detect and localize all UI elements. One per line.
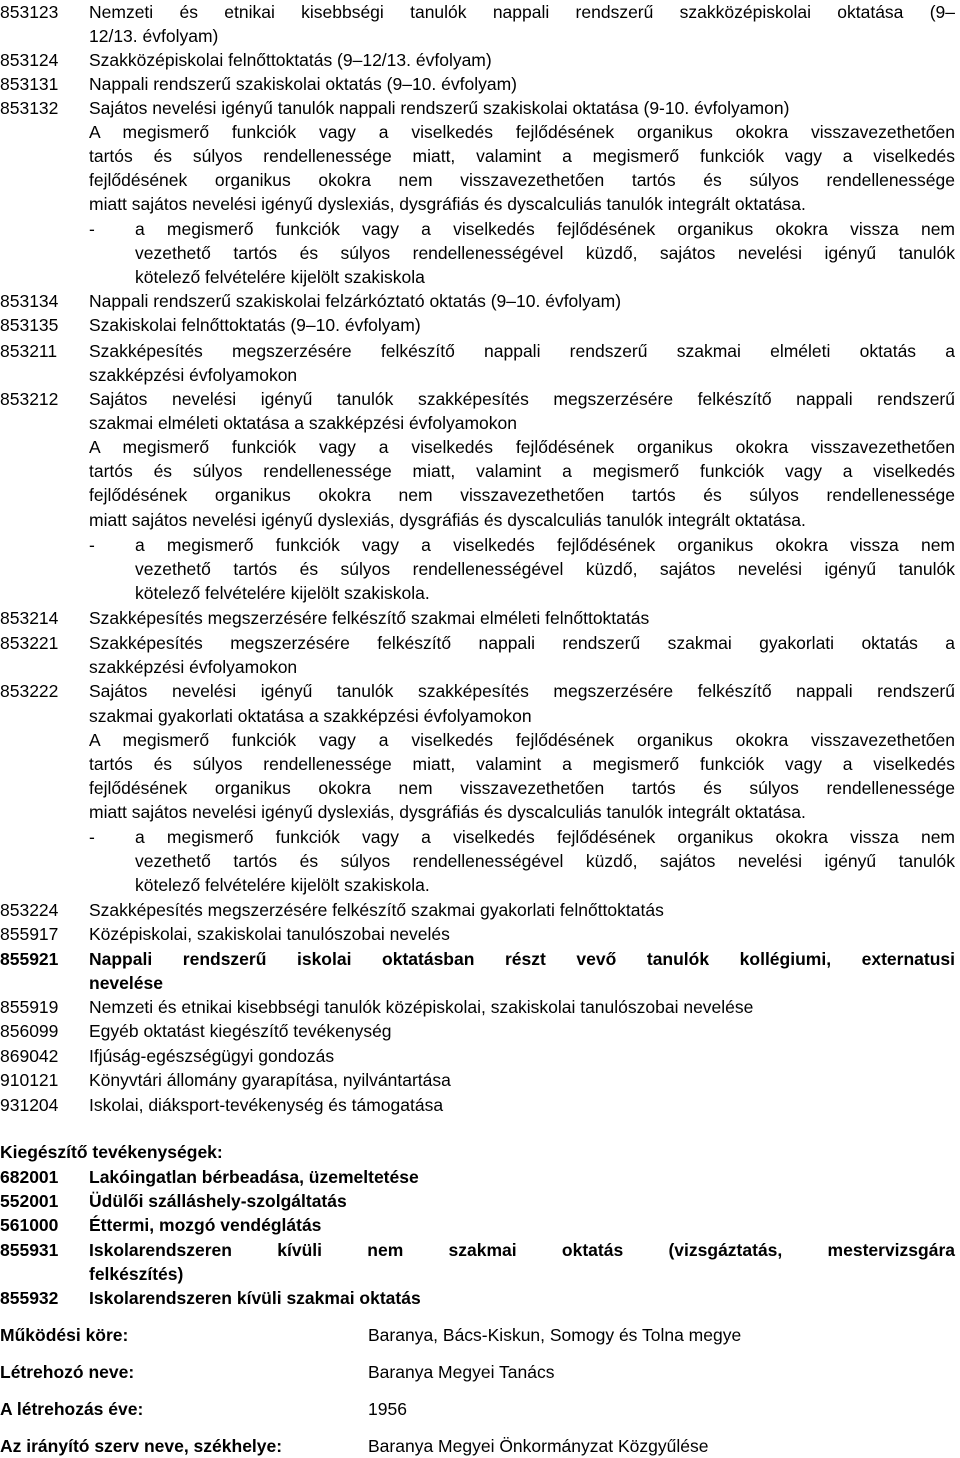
activity-description: Nemzeti és etnikai kisebbségi tanulók középiskolai, szakiskolai tanulószobai nevelése [89, 997, 754, 1017]
activity-code: 853135 [0, 315, 59, 335]
sen-paragraph-line: miatt sajátos nevelési igényű dyslexiás, dysgráfiás és dyscalculiás tanulók integrált oktatása. [89, 194, 806, 214]
activity-description: 12/13. évfolyam) [89, 26, 219, 46]
activity-code: 853224 [0, 900, 59, 920]
activity-code: 869042 [0, 1046, 59, 1066]
info-label: A létrehozás éve: [0, 1399, 144, 1419]
sen-paragraph-line: tartós és súlyos rendellenessége miatt, valamint a megismerő funkciók vagy a viselkedés [89, 461, 955, 481]
info-label: Létrehozó neve: [0, 1362, 135, 1382]
bullet-text: a megismerő funkciók vagy a viselkedés fejlődésének organikus okokra vissza nem [135, 827, 955, 847]
activity-description: Szakképesítés megszerzésére felkészítő szakmai gyakorlati felnőttoktatás [89, 900, 664, 920]
activity-code: 853124 [0, 50, 59, 70]
activity-code: 856099 [0, 1021, 59, 1041]
activity-description: Ifjúság-egészségügyi gondozás [89, 1046, 335, 1066]
activity-description: szakképzési évfolyamokon [89, 657, 298, 677]
info-value: Baranya Megyei Tanács [368, 1362, 555, 1382]
supplementary-code: 682001 [0, 1167, 59, 1187]
activity-description: nevelése [89, 973, 163, 993]
activity-description: Sajátos nevelési igényű tanulók szakképesítés megszerzésére felkészítő nappali rendszerű [89, 681, 955, 701]
bullet-dash: - [89, 219, 95, 239]
supplementary-description: felkészítés) [89, 1264, 184, 1284]
activity-code: 910121 [0, 1070, 59, 1090]
supplementary-description: Iskolarendszeren kívüli nem szakmai oktatás (vizsgáztatás, mestervizsgára [89, 1240, 955, 1260]
activity-code: 855919 [0, 997, 59, 1017]
supplementary-description: Éttermi, mozgó vendéglátás [89, 1215, 322, 1235]
activity-description: Könyvtári állomány gyarapítása, nyilvántartása [89, 1070, 451, 1090]
sen-paragraph-line: fejlődésének organikus okokra nem visszavezethetően tartós és súlyos rendellenessége [89, 778, 955, 798]
supplementary-code: 855931 [0, 1240, 59, 1260]
sen-paragraph-line: A megismerő funkciók vagy a viselkedés fejlődésének organikus okokra visszavezethetően [89, 437, 955, 457]
bullet-text: vezethető tartós és súlyos rendellenességével küzdő, sajátos nevelési igényű tanulók [135, 243, 955, 263]
sen-paragraph-line: tartós és súlyos rendellenessége miatt, valamint a megismerő funkciók vagy a viselkedés [89, 754, 955, 774]
activity-description: szakmai gyakorlati oktatása a szakképzési évfolyamokon [89, 706, 532, 726]
bullet-text: a megismerő funkciók vagy a viselkedés fejlődésének organikus okokra vissza nem [135, 219, 955, 239]
supplementary-description: Iskolarendszeren kívüli szakmai oktatás [89, 1288, 421, 1308]
activity-code: 853222 [0, 681, 59, 701]
activity-description: Nemzeti és etnikai kisebbségi tanulók nappali rendszerű szakközépiskolai oktatása (9– [89, 2, 955, 22]
sen-paragraph-line: tartós és súlyos rendellenessége miatt, valamint a megismerő funkciók vagy a viselkedés [89, 146, 955, 166]
activity-code: 853134 [0, 291, 59, 311]
activity-code: 853123 [0, 2, 59, 22]
activity-description: Nappali rendszerű szakiskolai felzárkóztató oktatás (9–10. évfolyam) [89, 291, 622, 311]
bullet-text: vezethető tartós és súlyos rendellenességével küzdő, sajátos nevelési igényű tanulók [135, 851, 955, 871]
sen-paragraph-line: A megismerő funkciók vagy a viselkedés fejlődésének organikus okokra visszavezethetően [89, 730, 955, 750]
info-value: Baranya Megyei Önkormányzat Közgyűlése [368, 1436, 709, 1456]
bullet-dash: - [89, 827, 95, 847]
activity-description: Sajátos nevelési igényű tanulók nappali rendszerű szakiskolai oktatása (9-10. évfolyamon) [89, 98, 790, 118]
activity-description: Szakiskolai felnőttoktatás (9–10. évfolyam) [89, 315, 421, 335]
supplementary-code: 552001 [0, 1191, 59, 1211]
activity-code: 853212 [0, 389, 59, 409]
bullet-text: kötelező felvételére kijelölt szakiskola. [135, 583, 430, 603]
bullet-text: a megismerő funkciók vagy a viselkedés fejlődésének organikus okokra vissza nem [135, 535, 955, 555]
activity-code: 853214 [0, 608, 59, 628]
activity-code: 853131 [0, 74, 59, 94]
info-value: 1956 [368, 1399, 407, 1419]
activity-description: Nappali rendszerű szakiskolai oktatás (9–10. évfolyam) [89, 74, 517, 94]
activity-description: Nappali rendszerű iskolai oktatásban részt vevő tanulók kollégiumi, externatusi [89, 949, 955, 969]
bullet-text: kötelező felvételére kijelölt szakiskola. [135, 875, 430, 895]
activity-code: 931204 [0, 1095, 59, 1115]
sen-paragraph-line: fejlődésének organikus okokra nem visszavezethetően tartós és súlyos rendellenessége [89, 485, 955, 505]
supplementary-code: 561000 [0, 1215, 59, 1235]
activity-description: Szakközépiskolai felnőttoktatás (9–12/13. évfolyam) [89, 50, 492, 70]
activity-description: Szakképesítés megszerzésére felkészítő nappali rendszerű szakmai elméleti oktatás a [89, 341, 955, 361]
activity-code: 855917 [0, 924, 59, 944]
bullet-dash: - [89, 535, 95, 555]
info-label: Az irányító szerv neve, székhelye: [0, 1436, 283, 1456]
activity-code: 853132 [0, 98, 59, 118]
sen-paragraph-line: miatt sajátos nevelési igényű dyslexiás, dysgráfiás és dyscalculiás tanulók integrált oktatása. [89, 802, 806, 822]
activity-code: 855921 [0, 949, 59, 969]
activity-description: szakképzési évfolyamokon [89, 365, 298, 385]
activity-description: Szakképesítés megszerzésére felkészítő nappali rendszerű szakmai gyakorlati oktatás a [89, 633, 955, 653]
info-label: Működési köre: [0, 1325, 129, 1345]
supplementary-code: 855932 [0, 1288, 59, 1308]
activity-code: 853221 [0, 633, 59, 653]
activity-description: Iskolai, diáksport-tevékenység és támogatása [89, 1095, 444, 1115]
activity-description: Középiskolai, szakiskolai tanulószobai nevelés [89, 924, 450, 944]
sen-paragraph-line: A megismerő funkciók vagy a viselkedés fejlődésének organikus okokra visszavezethetően [89, 122, 955, 142]
bullet-text: vezethető tartós és súlyos rendellenességével küzdő, sajátos nevelési igényű tanulók [135, 559, 955, 579]
activity-description: Szakképesítés megszerzésére felkészítő szakmai elméleti felnőttoktatás [89, 608, 650, 628]
supplementary-description: Üdülői szálláshely-szolgáltatás [89, 1191, 347, 1211]
info-value: Baranya, Bács-Kiskun, Somogy és Tolna megye [368, 1325, 742, 1345]
activity-description: Sajátos nevelési igényű tanulók szakképesítés megszerzésére felkészítő nappali rendszerű [89, 389, 955, 409]
sen-paragraph-line: fejlődésének organikus okokra nem visszavezethetően tartós és súlyos rendellenessége [89, 170, 955, 190]
sen-paragraph-line: miatt sajátos nevelési igényű dyslexiás, dysgráfiás és dyscalculiás tanulók integrált oktatása. [89, 510, 806, 530]
activity-description: szakmai elméleti oktatása a szakképzési évfolyamokon [89, 413, 517, 433]
bullet-text: kötelező felvételére kijelölt szakiskola [135, 267, 425, 287]
activity-description: Egyéb oktatást kiegészítő tevékenység [89, 1021, 392, 1041]
activity-code: 853211 [0, 341, 58, 361]
supplementary-description: Lakóingatlan bérbeadása, üzemeltetése [89, 1167, 419, 1187]
supplementary-heading: Kiegészítő tevékenységek: [0, 1142, 223, 1162]
